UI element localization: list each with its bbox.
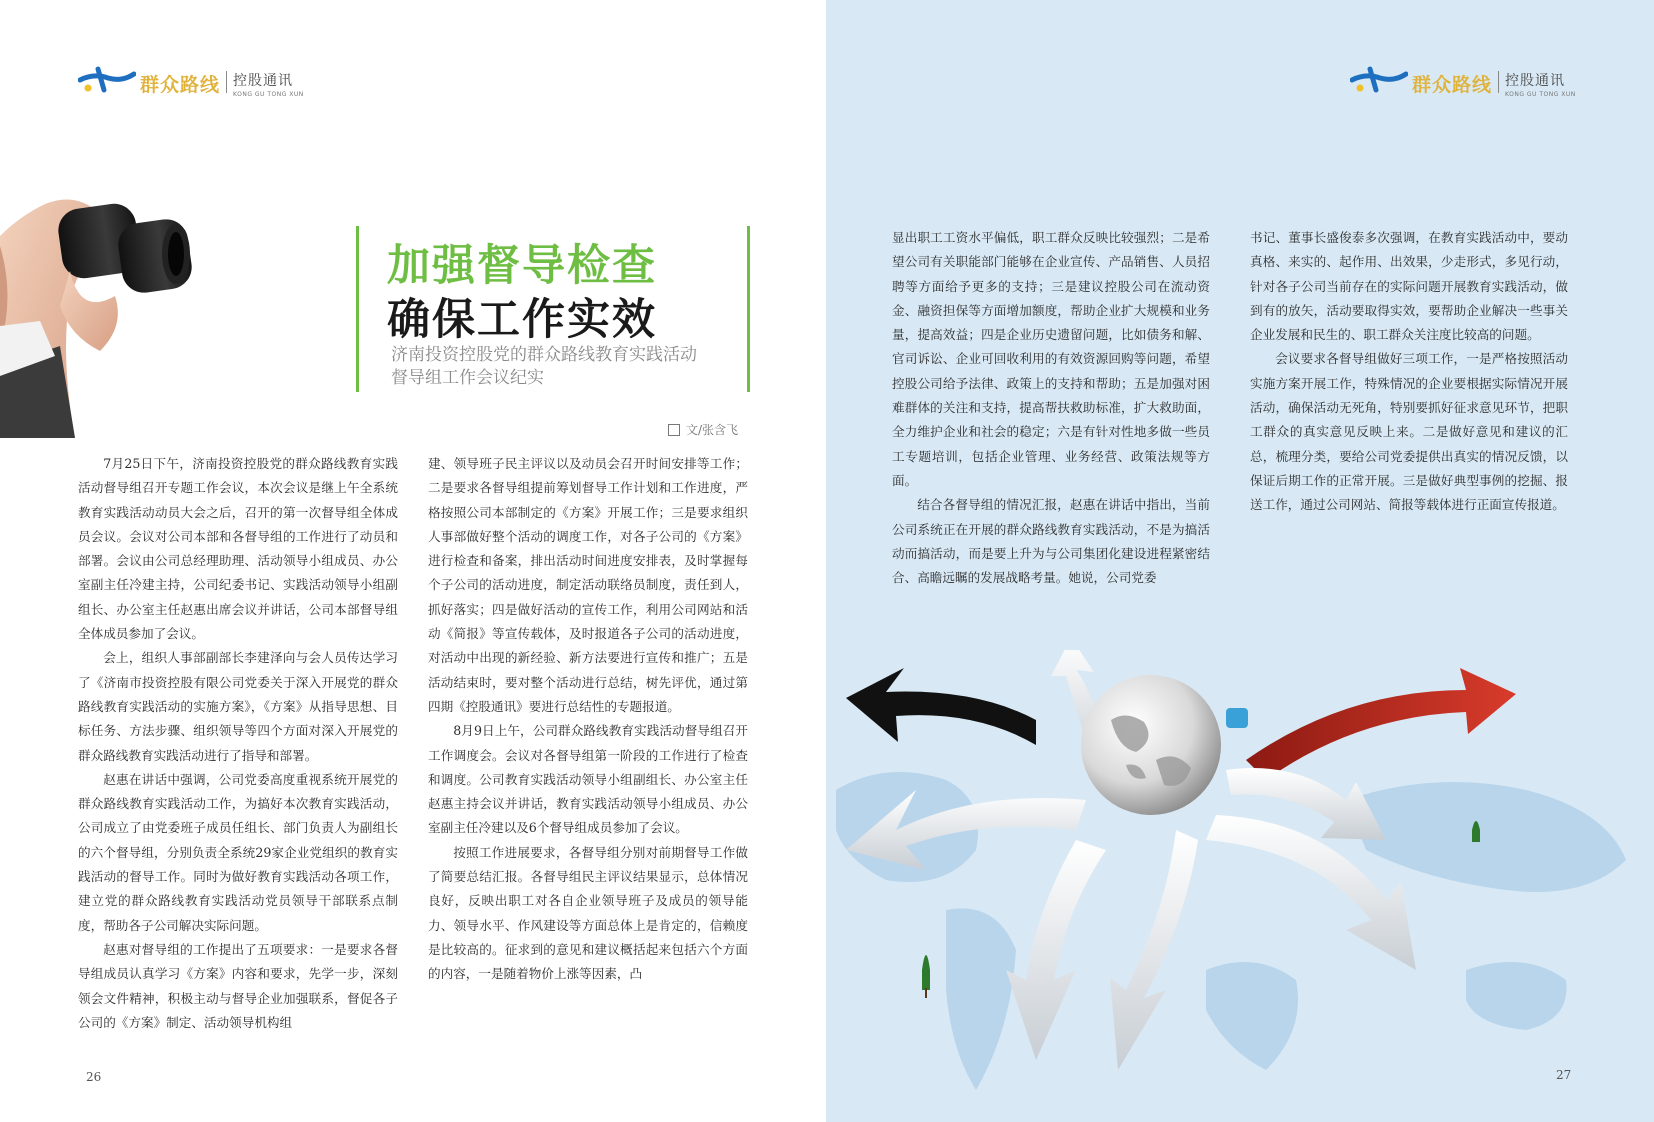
publication-name xyxy=(1505,70,1576,98)
header-logo-right xyxy=(1350,66,1576,98)
article-subtitle xyxy=(391,344,697,390)
paragraph: 7月25日下午，济南投资控股党的群众路线教育实践活动督导组召开专题工作会议，本次会议是继上午全系统教育实践活动动员大会之后，召开的第一次督导组全体成员会议。会议对公司本部和各督导组的工作进行了动员和部署。会议由公司总经理助理、活动领导小组成员、办公室副主任冷建主持，公司纪委书记、实践活动领导小组副组长、办公室主任赵惠出席会议并讲话，公司本部督导组全体成员参加了会议。 xyxy=(78,456,398,642)
article-title-block xyxy=(356,226,750,392)
paragraph: 赵惠在讲话中强调，公司党委高度重视系统开展党的群众路线教育实践活动工作，为搞好本次教育实践活动，公司成立了由党委班子成员任组长、部门负责人为副组长的六个督导组，分别负责全系统29家企业党组织的教育实践活动的督导工作。同时为做好教育实践活动各项工作，建立党的群众路线教育实践活动党员领导干部联系点制度，帮助各子公司解决实际问题。 xyxy=(78,771,398,933)
logo-divider xyxy=(226,71,227,93)
paragraph: 会上，组织人事部副部长李建泽向与会人员传达学习了《济南市投资控股有限公司党委关于深入开展党的群众路线教育实践活动的实施方案》，《方案》从指导思想、目标任务、方法步骤、组织领导等四个方面对深入开展党的群众路线教育实践活动进行了指导和部署。 xyxy=(78,650,398,763)
page-number-right: 27 xyxy=(1556,1068,1572,1082)
text-column-4 xyxy=(1250,226,1568,518)
paragraph: 结合各督导组的情况汇报，赵惠在讲话中指出，当前公司系统正在开展的群众路线教育实践活动，不是为搞活动而搞活动，而是要上升为与公司集团化建设进程紧密结合、高瞻远瞩的发展战略考量。她说，公司党委 xyxy=(892,497,1210,586)
byline-box-icon xyxy=(668,424,680,436)
paragraph: 书记、董事长盛俊泰多次强调，在教育实践活动中，要动真格、来实的、起作用、出效果，少走形式，多见行动，针对各子公司当前存在的实际问题开展教育实践活动，做到有的放矢，活动要取得实效，要帮助企业解决一些事关企业发展和民生的、职工群众关注度比较高的问题。 xyxy=(1250,230,1568,343)
publication-en: KONG GU TONG XUN xyxy=(233,91,304,98)
article-subtitle-line1: 济南投资控股党的群众路线教育实践活动 xyxy=(391,345,697,365)
paragraph: 建、领导班子民主评议以及动员会召开时间安排等工作；二是要求各督导组提前筹划督导工作计划和工作进度，严格按照公司本部制定的《方案》开展工作；三是要求组织人事部做好整个活动的调度工作，对各子公司的《方案》进行检查和备案，排出活动时间进度安排表，及时掌握每个子公司的活动进度，制定活动联络员制度，责任到人，抓好落实；四是做好活动的宣传工作，利用公司网站和活动《简报》等宣传载体，及时报道各子公司的活动进度，对活动中出现的新经验、新方法要进行宣传和推广；五是活动结束时，要对整个活动进行总结，树先评优，通过第四期《控股通讯》要进行总结性的专题报道。 xyxy=(428,456,748,714)
publication-name xyxy=(233,70,304,98)
brand-name: 群众路线 xyxy=(140,74,221,96)
paragraph: 显出职工工资水平偏低，职工群众反映比较强烈；二是希望公司有关职能部门能够在企业宣传、产品销售、人员招聘等方面给予更多的支持；三是建议控股公司在流动资金、融资担保等方面增加额度，帮助企业扩大规模和业务量，提高效益；四是企业历史遗留问题，比如债务和解、官司诉讼、企业可回收利用的有效资源回购等问题，希望控股公司给予法律、政策上的支持和帮助；五是加强对困难群体的关注和支持，提高帮扶救助标准，扩大救助面，全力维护企业和社会的稳定；六是有针对性地多做一些员工专题培训，包括企业管理、业务经营、政策法规等方面。 xyxy=(892,230,1210,488)
author-byline xyxy=(668,421,738,438)
paragraph: 按照工作进展要求，各督导组分别对前期督导工作做了简要总结汇报。各督导组民主评议结果显示，总体情况良好，反映出职工对各自企业领导班子及成员的领导能力、领导水平、作风建设等方面总体上是肯定的，信赖度是比较高的。征求到的意见和建议概括起来包括六个方面的内容，一是随着物价上涨等因素，凸 xyxy=(428,844,748,982)
publication-en: KONG GU TONG XUN xyxy=(1505,91,1576,98)
author-name: 文/张含飞 xyxy=(686,423,739,437)
globe-arrows-illustration xyxy=(826,650,1654,1122)
paragraph: 会议要求各督导组做好三项工作，一是严格按照活动实施方案开展工作，特殊情况的企业要根据实际情况开展活动，确保活动无死角，特别要抓好征求意见环节，把职工群众的真实意见反映上来。二是做好意见和建议的汇总，梳理分类，要给公司党委提供出真实的情况反馈，以保证后期工作的正常开展。三是做好典型事例的挖掘、报送工作，通过公司网站、简报等载体进行正面宣传报道。 xyxy=(1250,351,1568,513)
logo-divider xyxy=(1498,71,1499,93)
paragraph: 8月9日上午，公司群众路线教育实践活动督导组召开工作调度会。会议对各督导组第一阶段的工作进行了检查和调度。公司教育实践活动领导小组副组长、办公室主任赵惠主持会议并讲话，教育实践活动领导小组成员、办公室副主任冷建以及6个督导组成员参加了会议。 xyxy=(428,723,748,836)
text-column-3 xyxy=(892,226,1210,590)
header-logo-left xyxy=(78,66,304,98)
logo-mark-icon xyxy=(1350,66,1408,94)
binoculars-hand-image xyxy=(0,176,205,438)
left-page xyxy=(0,0,826,1122)
article-title-line1: 加强督导检查 xyxy=(387,241,657,291)
logo-mark-icon xyxy=(78,66,136,94)
article-subtitle-line2: 督导组工作会议纪实 xyxy=(391,368,544,388)
publication-cn: 控股通讯 xyxy=(1505,73,1566,89)
page-number-left: 26 xyxy=(86,1070,102,1084)
right-page xyxy=(826,0,1654,1122)
paragraph: 赵惠对督导组的工作提出了五项要求：一是要求各督导组成员认真学习《方案》内容和要求，先学一步，深刻领会文件精神，积极主动与督导企业加强联系，督促各子公司的《方案》制定、活动领导机构组 xyxy=(78,941,398,1030)
text-column-2 xyxy=(428,452,748,987)
article-title-line2: 确保工作实效 xyxy=(387,295,657,345)
brand-name: 群众路线 xyxy=(1412,74,1493,96)
text-column-1 xyxy=(78,452,398,1035)
globe xyxy=(1081,675,1221,815)
publication-cn: 控股通讯 xyxy=(233,73,294,89)
